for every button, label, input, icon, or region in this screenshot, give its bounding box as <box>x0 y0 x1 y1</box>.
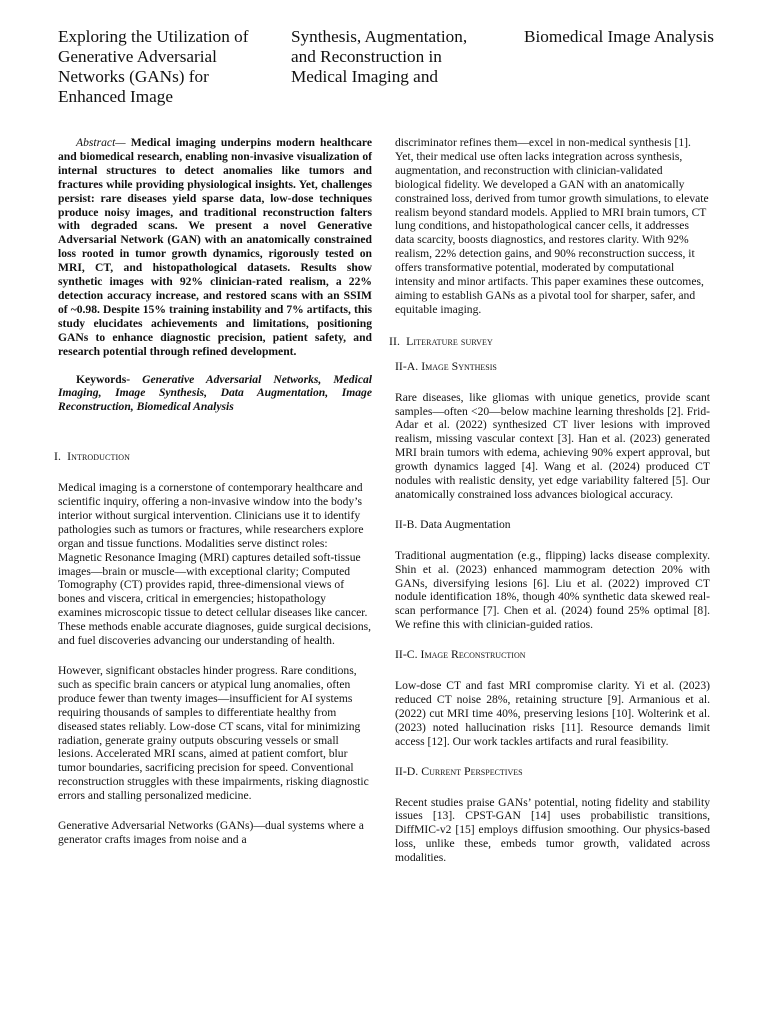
keywords <box>58 373 372 415</box>
subsection-heading-reconstruction: II-C. Image Reconstruction <box>395 647 526 662</box>
keywords-text: Generative Adversarial Networks, Medical Imaging, Image Synthesis, Data Augmentation, Image Reconstruction, Biomedical Analysis <box>58 372 372 414</box>
subsection-text-synthesis: Rare diseases, like gliomas with unique genetics, provide scant samples—often <20—below machine learning thresholds [2]. Frid-Adar et al. (2022) synthesized CT liver lesions with improved realism, missing vascular context [3]. Han et al. (2023) generated MRI brain tumors with edema, achieving 90% expert approval, but growth dynamics lagged [4]. Wang et al. (2024) produced CT nodules with realistic density, yet edge variability faltered [5]. Our anatomically constrained loss advances biological accuracy. <box>395 390 710 501</box>
intro-continuation: discriminator refines them—excel in non-medical synthesis [1]. Yet, their medical use often lacks integration across synthesis, augmentation, and reconstruction with clinician-validated biological fidelity. We developed a GAN with an anatomically constrained loss, derived from tumor growth simulations, to elevate realism beyond standard models. Applied to MRI brain tumors, CT lung conditions, and histopathological cancer cells, it addresses data scarcity, boosts diagnostics, and restores clarity. With 92% realism, 22% detection gains, and 90% reconstruction success, it offers transformative potential, moderated by computational intensity and minor artifacts. This paper examines these outcomes, aiming to establish GANs as a pivotal tool for sharper, safer, and equitable imaging. <box>395 136 709 316</box>
subsection-text-reconstruction: Low-dose CT and fast MRI compromise clarity. Yi et al. (2023) reduced CT noise 28%, retaining structure [9]. Armanious et al. (2022) cut MRI time 40%, preserving lesions [10]. Wolterink et al. (2023) noted hallucination risks [11]. Resource demands limit access [12]. Our work tackles artifacts and rural feasibility. <box>395 679 710 748</box>
introduction-number: I. <box>54 449 62 464</box>
literature-number: II. <box>389 333 401 348</box>
introduction-title: Introduction <box>67 449 130 464</box>
subsection-heading-perspectives: II-D. Current Perspectives <box>395 763 523 778</box>
introduction-heading <box>54 450 372 464</box>
abstract <box>58 136 372 359</box>
subsection-text-augmentation: Traditional augmentation (e.g., flipping) lacks disease complexity. Shin et al. (2023) enhanced mammogram detection 20% with GANs, diversifying lesions [6]. Liu et al. (2022) improved CT nodule identification 18%, though 40% synthetic data skewed real-scan performance [7]. Chen et al. (2024) found 25% optimal [8]. We refine this with clinician-guided ratios. <box>395 548 710 632</box>
title-part-3: Biomedical Image Analysis <box>524 27 714 46</box>
title-part-1: Exploring the Utilization of Generative Adversarial Networks (GANs) for Enhanced Image <box>58 27 249 106</box>
intro-paragraph-1: Medical imaging is a cornerstone of contemporary healthcare and scientific inquiry, offering a non-invasive window into the body’s interior without surgical intervention. Clinicians use it to identify pathologies such as tumors or fractures, while researchers explore organ and tissue functions. Modalities serve distinct roles: Magnetic Resonance Imaging (MRI) captures detailed soft-tissue images—brain or muscle—with exceptional clarity; Computed Tomography (CT) provides rapid, three-dimensional views of bones and viscera, critical in emergencies; histopathology examines microscopic tissue to detect cellular diseases like cancer. These methods enable accurate diagnoses, guide surgical decisions, and fuel discoveries advancing our understanding of health. <box>58 481 372 648</box>
title-part-2: Synthesis, Augmentation, and Reconstruction in Medical Imaging and <box>291 27 468 86</box>
keywords-label: Keywords- <box>76 372 131 386</box>
intro-paragraph-2: However, significant obstacles hinder progress. Rare conditions, such as specific brain cancers or atypical lung anomalies, often produce fewer than twenty images—insufficient for AI systems requiring thousands of samples to differentiate healthy from diseased states reliably. Low-dose CT scans, vital for minimizing radiation, generate grainy outputs obscuring vessels or small lesions. Accelerated MRI scans, aimed at patient comfort, blur tumor boundaries, sacrificing precision for speed. Conventional reconstruction struggles with these impairments, risking diagnostic errors and stalling personalized medicine. <box>58 664 369 803</box>
literature-heading <box>389 335 710 349</box>
right-column <box>389 136 710 881</box>
abstract-text: Medical imaging underpins modern healthcare and biomedical research, enabling non-invasive visualization of internal structures to detect anomalies like tumors and fractures while providing physiological insights. Yet, challenges persist: rare diseases yield sparse data, low-dose techniques produce noisy images, and traditional reconstruction falters with degraded scans. We present a novel Generative Adversarial Network (GAN) with an anatomically constrained loss rooted in tumor growth dynamics, rigorously tested on MRI, CT, and histopathological datasets. Results show synthetic images with 92% clinician-rated realism, a 22% detection accuracy increase, and restored scans with an SSIM of ~0.98. Despite 15% training instability and 7% artifacts, this study elucidates achievements and limitations, positioning GANs to enhance diagnostic precision, patient safety, and research potential through refined development. <box>58 136 372 358</box>
left-column <box>54 136 372 863</box>
intro-paragraph-3: Generative Adversarial Networks (GANs)—dual systems where a generator crafts images from noise and a <box>58 819 364 846</box>
subsection-heading-synthesis: II-A. Image Synthesis <box>395 358 497 373</box>
abstract-label: Abstract— <box>76 136 126 149</box>
literature-title: Literature survey <box>406 333 493 348</box>
subsection-heading-augmentation: II-B. Data Augmentation <box>395 517 511 531</box>
subsection-text-perspectives: Recent studies praise GANs’ potential, noting fidelity and stability issues [13]. CPST-GAN [14] uses probabilistic transitions, DiffMIC-v2 [15] employs diffusion smoothing. Our physics-based loss, unlike these, embeds tumor growth, validated across modalities. <box>395 795 710 865</box>
